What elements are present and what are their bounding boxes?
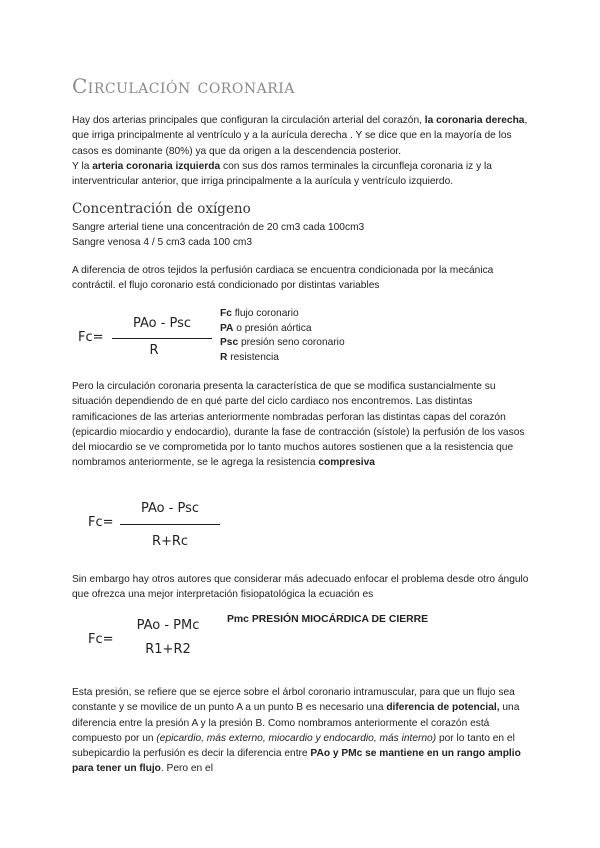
pressure-text-3: por lo tanto en el subepicardio la perfusión es decir la diferencia entre	[72, 732, 515, 760]
formula-3-denominator: R1+R2	[145, 642, 191, 657]
pressure-italic: (epicardio, más externo, miocardio y endocardio, más interno)	[156, 732, 437, 744]
pressure-paragraph	[72, 685, 532, 777]
variable-legend	[220, 307, 345, 365]
legend-desc: presión seno coronario	[238, 337, 345, 349]
formula-1-label: Fc=	[78, 330, 104, 345]
pressure-bold-1: diferencia de potencial,	[386, 702, 500, 714]
alternative-paragraph: Sin embargo hay otros autores que considerar más adecuado enfocar el problema desde otro ángulo que ofrezca una mejor interpretación fisiopatológica la ecuación es	[72, 574, 529, 601]
intro-text-2: , que irriga principalmente al ventrículo y a la aurícula derecha . Y se dice que en la mayoría de los casos es dominante (80%) ya que da origen a la descendencia posterior.	[72, 115, 528, 157]
oxygen-paragraph	[72, 220, 532, 251]
formula-1-fraction-bar	[112, 338, 212, 339]
compressive-text: Pero la circulación coronaria presenta la característica de que se modifica sustancialmente su situación dependiendo de en qué parte del ciclo cardiaco nos encontremos. Las distintas ramificaciones de las arterias anteriormente nombradas perforan las distintas capas del corazón (epicardio miocardio y endocardio), durante la fase de contracción (sístole) la perfusión de los vasos del miocardio se ve comprometida por lo tanto muchos autores sostienen que a la resistencia que nombramos anteriormente, se le agrega la resistencia	[72, 381, 525, 469]
legend-desc: o presión aórtica	[233, 322, 312, 334]
intro-text-4: con sus dos ramos terminales la circunfleja coronaria iz y la interventricular anterior, que irriga principalmente a la aurícula y ventrículo izquierdo.	[72, 160, 492, 188]
legend-desc: resistencia	[227, 351, 279, 363]
legend-term: R	[220, 351, 228, 363]
pressure-text-2: una diferencia entre la presión A y la presión B. Como nombramos anteriormente el corazón está compuesto por un	[72, 702, 520, 744]
formula-2-label: Fc=	[88, 515, 114, 530]
formula-2	[88, 499, 228, 551]
formula-1	[78, 314, 218, 364]
legend-term: Psc	[220, 337, 239, 349]
intro-bold-1: la coronaria derecha	[424, 115, 525, 126]
section-heading: Concentración de oxígeno	[72, 201, 251, 217]
intro-bold-2: arteria coronaria izquierda	[92, 160, 221, 172]
intro-text-1: Hay dos arterias principales que configuran la circulación arterial del corazón,	[72, 115, 425, 126]
formula-3	[88, 618, 218, 664]
legend-item	[220, 322, 345, 337]
compressive-paragraph	[72, 379, 532, 471]
formula-1-numerator: PAo - Psc	[132, 316, 192, 331]
formula-2-denominator: R+Rc	[151, 534, 189, 549]
formula-1-denominator: R	[149, 343, 159, 358]
legend-item	[220, 351, 345, 366]
compressive-bold: compresiva	[318, 457, 375, 469]
formula-3-label: Fc=	[88, 632, 114, 647]
oxygen-line-1: Sangre arterial tiene una concentración de 20 cm3 cada 100cm3	[72, 222, 365, 233]
intro-paragraph	[72, 113, 532, 189]
legend-term: PA	[220, 322, 234, 334]
legend-desc: flujo coronario	[231, 308, 299, 319]
formula-2-fraction-bar	[120, 524, 220, 525]
perfusion-paragraph: A diferencia de otros tejidos la perfusión cardiaca se encuentra condicionada por la mecánica contráctil. el flujo coronario está condicionado por distintas variables	[72, 265, 494, 292]
page-title: Circulación coronaria	[72, 74, 295, 98]
formula-2-numerator: PAo - Psc	[140, 501, 200, 516]
intro-text-3: Y la	[72, 160, 93, 172]
legend-term: Fc	[220, 308, 232, 319]
pressure-text-1: Esta presión, se refiere que se ejerce sobre el árbol coronario intramuscular, para que un flujo sea constante y se movilice de un punto A a un punto B es necesario una	[72, 687, 515, 714]
oxygen-line-2: Sangre venosa 4 / 5 cm3 cada 100 cm3	[72, 237, 253, 249]
legend-item	[220, 307, 345, 322]
legend-item	[220, 336, 345, 351]
formula-3-numerator: PAo - PMc	[136, 618, 200, 633]
pressure-text-4: . Pero en el	[160, 763, 213, 775]
pressure-bold-2: PAo y PMc se mantiene en un rango amplio para tener un flujo	[72, 748, 521, 775]
pmc-definition: Pmc PRESIÓN MIOCÁRDICA DE CIERRE	[227, 614, 429, 625]
